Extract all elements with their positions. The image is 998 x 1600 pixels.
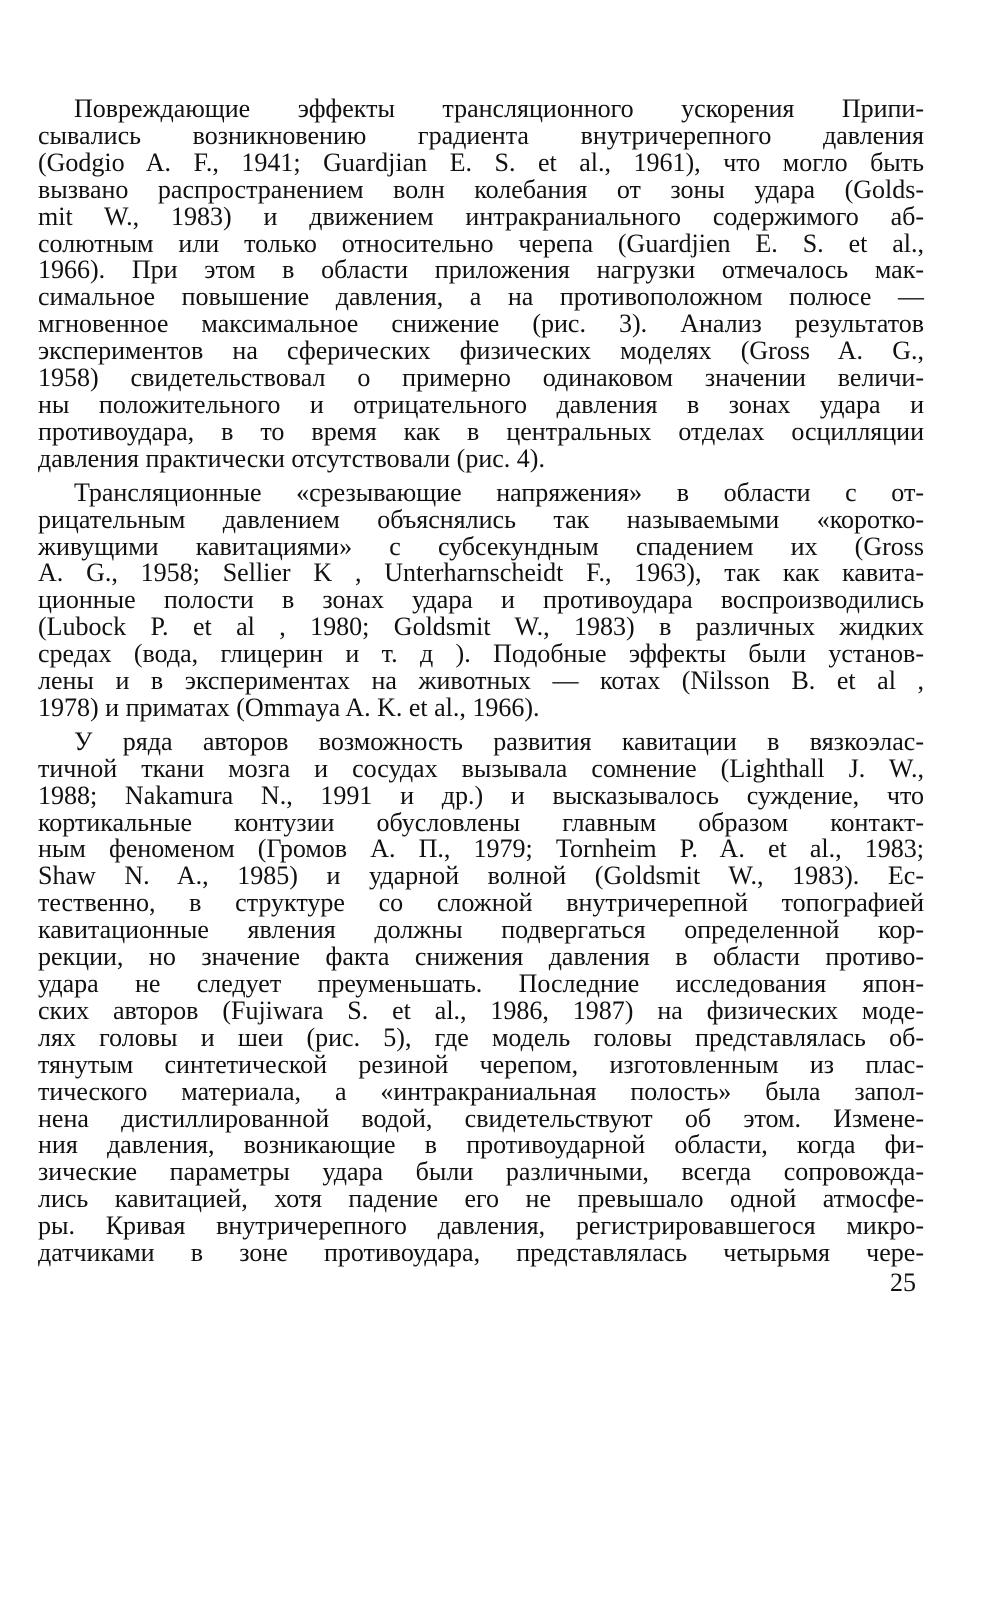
text-line: солютным или только относительно черепа (Guardjien E. S. et al., xyxy=(38,228,924,258)
text-line: 1958) свидетельствовал о примерно одинаковом значении величи- xyxy=(38,363,924,393)
text-line: ционные полости в зонах удара и противоудара воспроизводились xyxy=(38,585,924,615)
text-line: рицательным давлением объяснялись так называемыми «коротко- xyxy=(38,504,924,534)
text-line: нена дистиллированной водой, свидетельствуют об этом. Измене- xyxy=(38,1103,924,1133)
text-line: противоудара, в то время как в центральных отделах осцилляции xyxy=(38,416,924,446)
text-line: давления практически отсутствовали (рис. 4). xyxy=(38,443,545,473)
text-line: тянутым синтетической резиной черепом, изготовленным из плас- xyxy=(38,1049,924,1079)
text-line: кортикальные контузии обусловлены главным образом контакт- xyxy=(38,807,924,837)
text-line: лись кавитацией, хотя падение его не превышало одной атмосфе- xyxy=(38,1184,924,1214)
text-line: У ряда авторов возможность развития кавитации в вязкоэлас- xyxy=(74,726,924,756)
text-line: зические параметры удара были различными, всегда сопровожда- xyxy=(38,1157,924,1187)
text-line: ры. Кривая внутричерепного давления, регистрировавшегося микро- xyxy=(38,1211,924,1241)
text-line: 1966). При этом в области приложения нагрузки отмечалось мак- xyxy=(38,255,924,285)
text-line: ны положительного и отрицательного давления в зонах удара и xyxy=(38,389,924,419)
text-line: ным феноменом (Громов А. П., 1979; Tornheim P. A. et al., 1983; xyxy=(38,834,924,864)
text-line: A. G., 1958; Sellier K , Unterharnscheidt F., 1963), так как кавита- xyxy=(38,558,924,588)
text-line: сывались возникновению градиента внутричерепного давления xyxy=(38,120,924,150)
text-line: экспериментов на сферических физических моделях (Gross A. G., xyxy=(38,336,924,366)
text-line: 1988; Nakamura N., 1991 и др.) и высказывалось суждение, что xyxy=(38,780,924,810)
text-line: симальное повышение давления, а на противоположном полюсе — xyxy=(38,282,924,312)
paragraph-3 xyxy=(38,726,924,1268)
text-line: Трансляционные «срезывающие напряжения» в области с от- xyxy=(74,477,924,507)
text-line: удара не следует преуменьшать. Последние исследования япон- xyxy=(38,969,924,998)
paragraph-2 xyxy=(38,477,924,722)
text-line: ских авторов (Fujiwara S. et al., 1986, 1987) на физических моде- xyxy=(38,995,924,1025)
text-line: лены и в экспериментах на животных — котах (Nilsson B. et al , xyxy=(38,666,924,696)
text-line: вызвано распространением волн колебания от зоны удара (Golds- xyxy=(38,174,924,204)
text-line: 1978) и приматах (Ommaya A. K. et al., 1966). xyxy=(38,692,540,722)
text-line: тичной ткани мозга и сосудах вызывала сомнение (Lighthall J. W., xyxy=(38,753,924,783)
text-line: кавитационные явления должны подвергаться определенной кор- xyxy=(38,915,924,945)
text-line: ния давления, возникающие в противоударной области, когда фи- xyxy=(38,1130,924,1160)
text-line: рекции, но значение факта снижения давления в области противо- xyxy=(38,942,924,972)
text-line: лях головы и шеи (рис. 5), где модель головы представлялась об- xyxy=(38,1022,924,1052)
page-body xyxy=(38,96,924,1267)
text-line: средах (вода, глицерин и т. д ). Подобные эффекты были установ- xyxy=(38,639,924,669)
text-line: mit W., 1983) и движением интракраниального содержимого аб- xyxy=(38,201,924,231)
text-line: (Godgio A. F., 1941; Guardjian E. S. et al., 1961), что могло быть xyxy=(38,147,924,177)
text-line: тественно, в структуре со сложной внутричерепной топографией xyxy=(38,888,924,918)
page-number: 25 xyxy=(890,1268,916,1297)
text-line: Повреждающие эффекты трансляционного ускорения Припи- xyxy=(74,94,924,123)
text-line: мгновенное максимальное снижение (рис. 3). Анализ результатов xyxy=(38,309,924,339)
text-line: (Lubock P. et al , 1980; Goldsmit W., 1983) в различных жидких xyxy=(38,612,924,642)
text-line: датчиками в зоне противоудара, представлялась четырьмя чере- xyxy=(38,1238,924,1268)
text-line: тического материала, а «интракраниальная полость» была запол- xyxy=(38,1076,924,1106)
text-line: живущими кавитациями» с субсекундным спадением их (Gross xyxy=(38,531,924,561)
paragraph-1 xyxy=(38,96,924,473)
text-line: Shaw N. A., 1985) и ударной волной (Goldsmit W., 1983). Ес- xyxy=(38,861,924,891)
